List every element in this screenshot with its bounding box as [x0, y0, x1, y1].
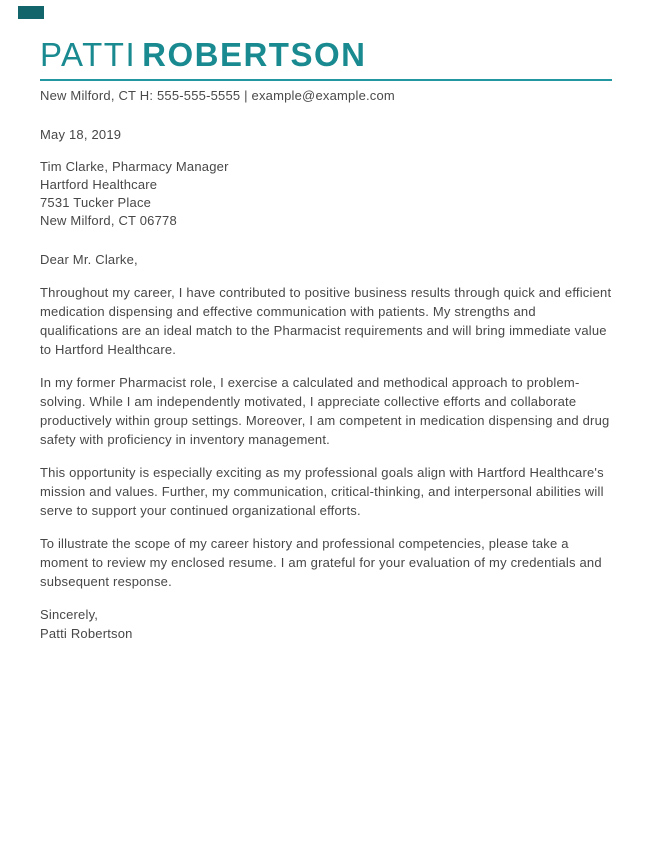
- salutation: Dear Mr. Clarke,: [40, 252, 138, 267]
- body-paragraph-1: Throughout my career, I have contributed to positive business results through quick and efficient medication dispensing and effective communication with patients. My strengths and qualifications are an ideal match to the Pharmacist requirements and will bring immediate value to Hartford Healthcare.: [40, 285, 612, 357]
- recipient-name-title: Tim Clarke, Pharmacy Manager: [40, 159, 229, 174]
- first-name: PATTI: [40, 36, 137, 73]
- recipient-street: 7531 Tucker Place: [40, 195, 152, 210]
- closing-block: [40, 605, 612, 643]
- header-divider: [40, 79, 612, 81]
- letter-date: May 18, 2019: [40, 127, 122, 142]
- body-paragraph-4: To illustrate the scope of my career history and professional competencies, please take a moment to review my enclosed resume. I am grateful for your evaluation of my credentials and subsequent response.: [40, 536, 602, 589]
- closing: Sincerely,: [40, 607, 99, 622]
- page-title: [40, 38, 612, 72]
- body-paragraph-2: In my former Pharmacist role, I exercise a calculated and methodical approach to problem-solving. While I am independently motivated, I appreciate collective efforts and collaborate productively within group settings. Moreover, I am competent in medication dispensing and drug safety with proficiency in inventory management.: [40, 375, 610, 447]
- body-paragraph-3: This opportunity is especially exciting as my professional goals align with Hartford Healthcare's mission and values. Further, my communication, critical-thinking, and interpersonal abilities will serve to support your continued organizational efforts.: [40, 465, 604, 518]
- recipient-block: [40, 158, 612, 230]
- contact-line: New Milford, CT H: 555-555-5555 | example@example.com: [40, 88, 395, 103]
- recipient-city-state-zip: New Milford, CT 06778: [40, 213, 177, 228]
- last-name: ROBERTSON: [142, 36, 367, 73]
- corner-accent-square: [18, 6, 44, 19]
- recipient-company: Hartford Healthcare: [40, 177, 158, 192]
- signature: Patti Robertson: [40, 626, 133, 641]
